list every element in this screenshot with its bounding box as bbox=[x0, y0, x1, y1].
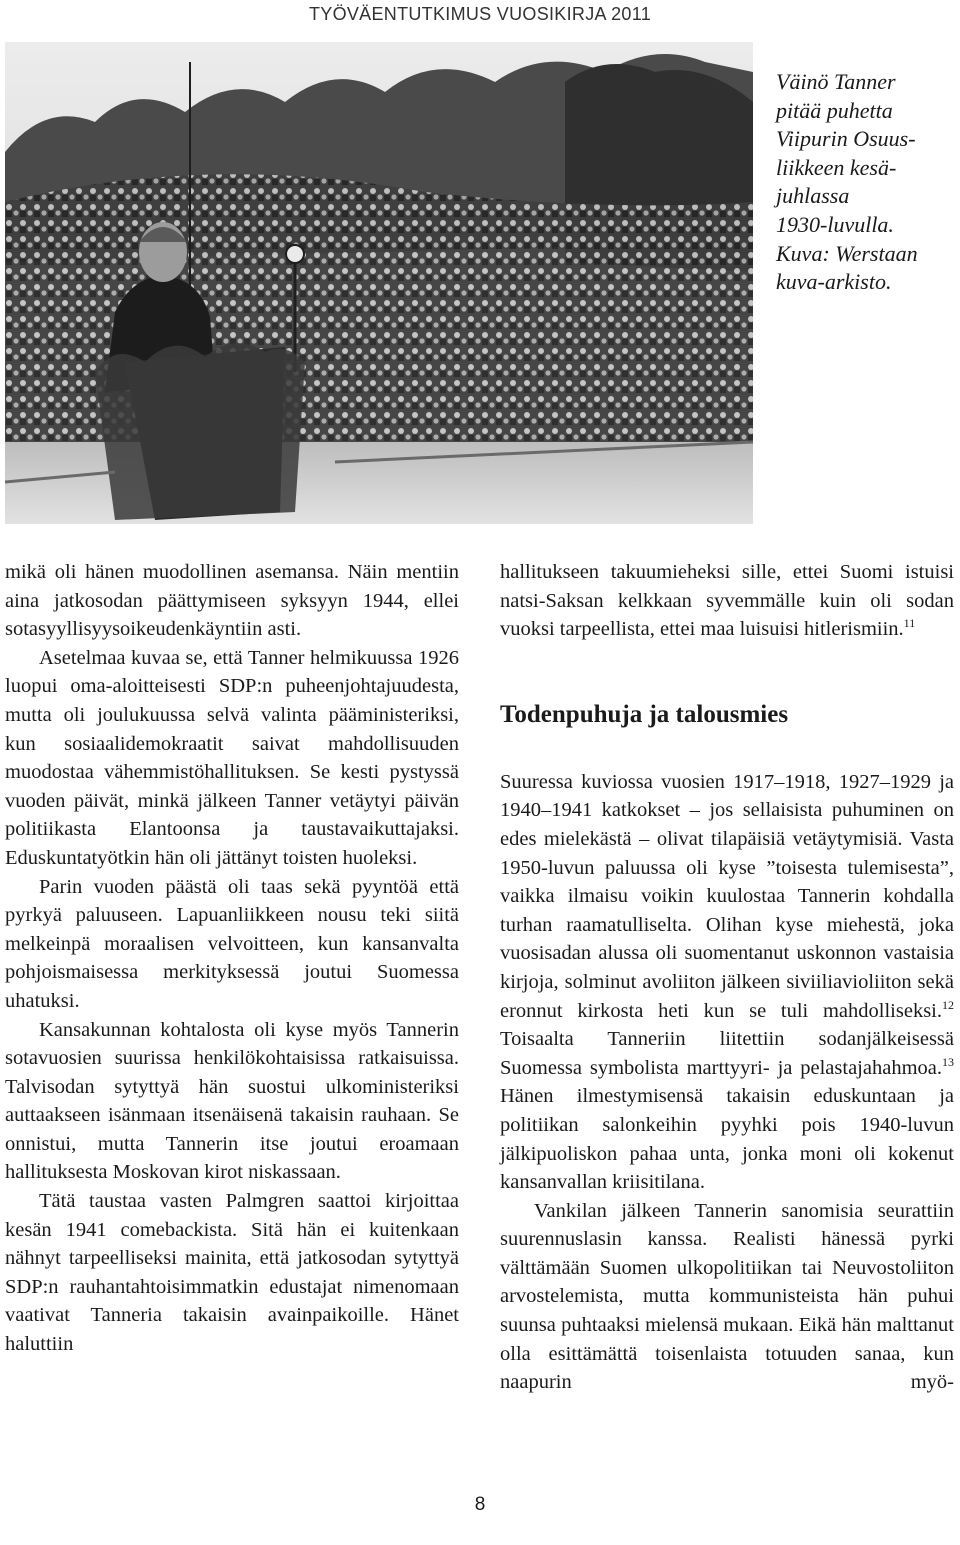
left-text-column bbox=[5, 558, 459, 1359]
caption-line: pitää puhetta bbox=[776, 97, 893, 123]
caption-line: Väinö Tanner bbox=[776, 69, 896, 94]
caption-line: liikkeen kesä- bbox=[776, 154, 897, 180]
paragraph bbox=[500, 768, 954, 1197]
running-head: TYÖVÄENTUTKIMUS VUOSIKIRJA 2011 bbox=[308, 4, 652, 24]
caption-line: juhlassa bbox=[776, 183, 850, 209]
right-text-column bbox=[500, 558, 954, 1397]
paragraph-text: Toisaalta Tanneriin liitettiin sodanjälkeisessä Suomessa symbolista marttyyri- ja pelastajahahmoa. bbox=[500, 1028, 954, 1079]
footnote-ref: 11 bbox=[903, 616, 916, 631]
paragraph: Parin vuoden päästä oli taas sekä pyyntöä että pyrkyä paluuseen. Lapuanliikkeen nousu teki siitä melkeinpä moraalisen velvoitteen, kun kansanvalta pohjoismaisessa merkityksessä joutui Suomessa uhatuksi. bbox=[5, 875, 459, 1012]
paragraph-text: hallitukseen takuumieheksi sille, ettei Suomi istuisi natsi-Saksan kelkkaan syvemmälle kuin oli sodan vuoksi tarpeellista, ettei maa luisuisi hitlerismiin. bbox=[500, 561, 954, 641]
paragraph: Kansakunnan kohtalosta oli kyse myös Tannerin sotavuosien suurissa henkilökohtaisissa ratkaisuissa. Talvisodan sytyttyä hän suostui ulkoministeriksi auttaakseen isänmaan itsenäisenä takaisin rauhaan. Se onnistui, mutta Tannerin itse joutui eroamaan hallituksesta Moskovan kirot niskassaan. bbox=[5, 1018, 459, 1184]
paragraph: Vankilan jälkeen Tannerin sanomisia seurattiin suurennuslasin kanssa. Realisti hänessä pyrki välttämään Suomen ulkopolitiikan tai Neuvostoliiton arvostelemista, mutta kommunisteista hän puhui suunsa puhtaaksi mielensä mukaan. Eikä hän malttanut olla esittämättä toisenlaista totuuden sanaa, kun naapurin myö- bbox=[500, 1199, 954, 1394]
caption-line: Kuva: Werstaan bbox=[776, 240, 918, 266]
paragraph bbox=[500, 558, 954, 644]
caption-line: Viipurin Osuus- bbox=[776, 126, 916, 152]
photo-caption bbox=[776, 68, 956, 297]
footnote-ref: 13 bbox=[942, 1054, 954, 1069]
paragraph: mikä oli hänen muodollinen asemansa. Näin mentiin aina jatkosodan päättymiseen syksyyn 1944, ellei sotasyyllisyysoikeudenkäyntiin asti. bbox=[5, 561, 459, 641]
footnote-ref: 12 bbox=[942, 997, 954, 1012]
speech-photograph bbox=[5, 42, 753, 524]
caption-line: kuva-arkisto. bbox=[776, 269, 892, 295]
page-number: 8 bbox=[474, 1494, 486, 1515]
section-heading: Todenpuhuja ja talousmies bbox=[500, 700, 789, 728]
paragraph: Asetelmaa kuvaa se, että Tanner helmikuussa 1926 luopui oma-aloitteisesti SDP:n puheenjohtajuudesta, mutta oli joulukuussa selvä valinta pääministeriksi, kun sosiaalidemokraatit saivat mahdollisuuden muodostaa vähemmistöhallituksen. Se kesti pystyssä vuoden päivät, minkä jälkeen Tanner vetäytyi päivän politiikasta Elantoonsa ja taustavaikuttajaksi. Eduskuntatyötkin hän oli jättänyt toisten huoleksi. bbox=[5, 646, 459, 869]
paragraph-text: Hänen ilmestymisensä takaisin eduskuntaan ja politiikan salonkeihin pyyhki pois 1940-luvun jälkipuoliskon pahaa unta, jonka moni oli kokenut kansanvallan kriisitilana. bbox=[500, 1085, 954, 1194]
paragraph: Tätä taustaa vasten Palmgren saattoi kirjoittaa kesän 1941 comebackista. Sitä hän ei kuitenkaan nähnyt tarpeelliseksi mainita, että jatkosodan sytyttyä SDP:n rauhantahtoisimmatkin edustajat nimenomaan vaativat Tanneria takaisin avainpaikoille. Hänet haluttiin bbox=[5, 1190, 459, 1356]
paragraph-text: Suuressa kuviossa vuosien 1917–1918, 1927–1929 ja 1940–1941 katkokset – jos sellaisista puhuminen on edes mielekästä – olivat tilapäisiä vetäytymisiä. Vasta 1950-luvun paluussa oli kyse ”toisesta tulemisesta”, vaikka ilmaisu voikin kuulostaa Tannerin kohdalla turhan raamatulliselta. Olihan kyse miehestä, joka vuosisadan alussa oli suomentanut uskonnon vastaisia kirjoja, solminut avoliiton jälkeen siviiliavioliiton sekä eronnut kirkosta heti kun se tuli mahdolliseksi. bbox=[500, 770, 954, 1022]
caption-line: 1930-luvulla. bbox=[776, 211, 894, 237]
